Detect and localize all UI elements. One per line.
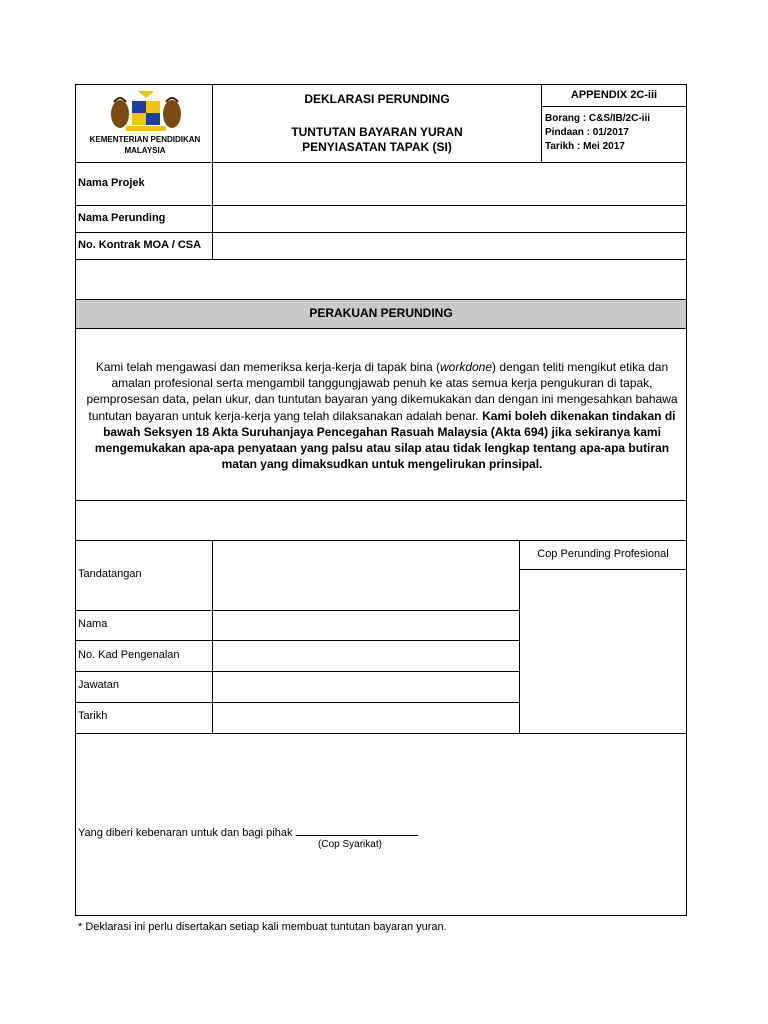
no-kontrak-label: No. Kontrak MOA / CSA xyxy=(78,239,202,251)
declaration-paragraph xyxy=(82,359,682,472)
declaration-bold: Kami boleh dikenakan tindakan di bawah Seksyen 18 Akta Suruhanjaya Pencegahan Rasuah Malaysia (Akta 694) jika sekiranya kami mengemukakan apa-apa penyataan yang palsu atau silap atau tidak lengkap tentang apa-apa butiran matan yang dimaksudkan untuk mengelirukan prinsipal. xyxy=(94,408,676,472)
pindaan-info: Pindaan : 01/2017 xyxy=(545,127,629,138)
nama-projek-field[interactable] xyxy=(213,163,686,205)
nama-label: Nama xyxy=(78,618,108,630)
form-title: DEKLARASI PERUNDING xyxy=(304,92,450,106)
perakuan-title: PERAKUAN PERUNDING xyxy=(309,306,453,320)
coat-of-arms-icon xyxy=(102,88,190,134)
borang-code: Borang : C&S/IB/2C-iii xyxy=(545,113,651,124)
tandatangan-label: Tandatangan xyxy=(78,568,142,580)
authorization-text xyxy=(78,825,418,839)
footnote: * Deklarasi ini perlu disertakan setiap kali membuat tuntutan bayaran yuran. xyxy=(78,921,447,933)
jawatan-label: Jawatan xyxy=(78,679,119,691)
nama-field[interactable] xyxy=(213,611,519,640)
cop-perunding-area[interactable] xyxy=(520,570,686,733)
tarikh-label: Tarikh xyxy=(78,710,108,722)
cop-perunding-label: Cop Perunding Profesional xyxy=(537,548,669,560)
declaration-italic: workdone xyxy=(440,360,493,374)
form-subtitle-line2: PENYIASATAN TAPAK (SI) xyxy=(302,140,452,154)
appendix-label: APPENDIX 2C-iii xyxy=(570,89,658,101)
form-subtitle-line1: TUNTUTAN BAYARAN YURAN xyxy=(291,125,463,139)
no-kad-label: No. Kad Pengenalan xyxy=(78,649,180,661)
declaration-part2: ) dengan teliti mengikut etika dan amalan profesional serta mengambil tanggungjawab penuh ke atas semua kerja pengukuran di tapak, pemprosesan data, pelan ukur, dan tuntutan bayaran yang dikemukakan dan dengan ini mengesahkan bahawa tuntutan bayaran untuk kerja-kerja yang telah dilaksanakan adalah benar. xyxy=(86,360,678,423)
ministry-logo xyxy=(102,88,190,134)
logo-text-line2: MALAYSIA xyxy=(124,146,166,155)
cop-syarikat-label: (Cop Syarikat) xyxy=(318,839,382,850)
declaration-part1: Kami telah mengawasi dan memeriksa kerja-kerja di tapak bina ( xyxy=(95,360,440,374)
authorization-blank-line[interactable] xyxy=(296,825,418,836)
no-kad-field[interactable] xyxy=(213,641,519,671)
no-kontrak-field[interactable] xyxy=(213,233,686,259)
nama-projek-label: Nama Projek xyxy=(78,177,145,189)
declaration-form xyxy=(75,84,687,916)
jawatan-field[interactable] xyxy=(213,672,519,702)
nama-perunding-label: Nama Perunding xyxy=(78,212,166,224)
logo-text-line1: KEMENTERIAN PENDIDIKAN xyxy=(89,135,201,144)
authorization-label: Yang diberi kebenaran untuk dan bagi pihak xyxy=(78,827,293,839)
tandatangan-field[interactable] xyxy=(213,541,519,610)
nama-perunding-field[interactable] xyxy=(213,206,686,232)
tarikh-field[interactable] xyxy=(213,703,519,733)
tarikh-info: Tarikh : Mei 2017 xyxy=(545,141,625,152)
